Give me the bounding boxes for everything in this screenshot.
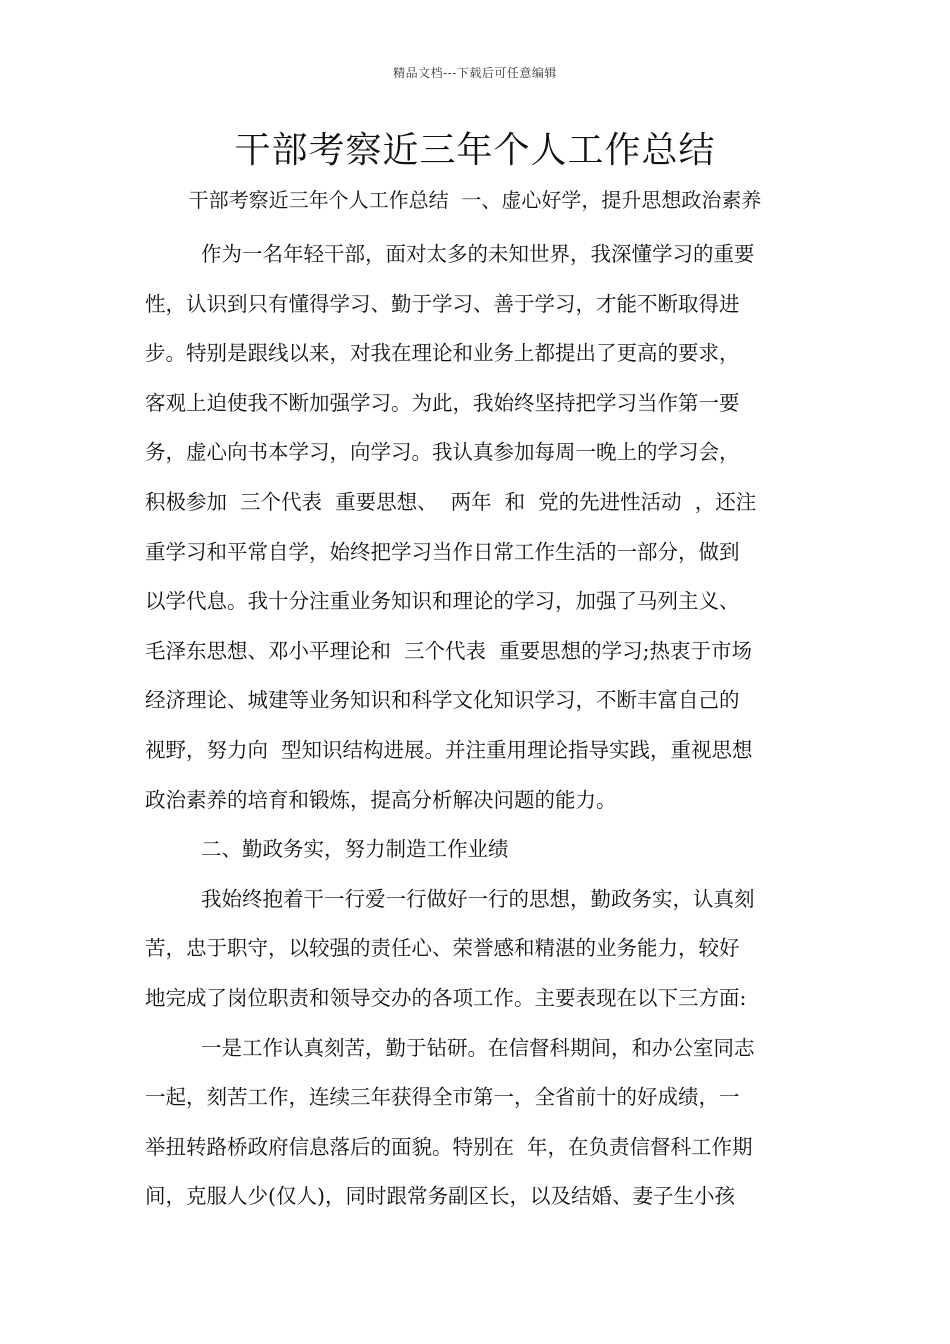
text-line: 苦，忠于职守，以较强的责任心、荣誉感和精湛的业务能力，较好 xyxy=(145,936,740,961)
text-line: 地完成了岗位职责和领导交办的各项工作。主要表现在以下三方面: xyxy=(145,985,747,1010)
text-line: 视野，努力向 型知识结构进展。并注重用理论指导实践，重视思想 xyxy=(145,737,753,762)
text-line: 政治素养的培育和锻炼，提高分析解决问题的能力。 xyxy=(145,787,617,812)
text-line: 二、勤政务实，努力制造工作业绩 xyxy=(201,837,509,862)
text-line: 举扭转路桥政府信息落后的面貌。特别在 年，在负责信督科工作期 xyxy=(145,1134,753,1159)
text-line: 毛泽东思想、邓小平理论和 三个代表 重要思想的学习;热衷于市场 xyxy=(145,638,752,663)
text-line: 步。特别是跟线以来，对我在理论和业务上都提出了更高的要求， xyxy=(145,341,740,366)
text-line: 我始终抱着干一行爱一行做好一行的思想，勤政务实，认真刻 xyxy=(201,886,755,911)
header-note: 精品文档---下载后可任意编辑 xyxy=(393,66,557,80)
text-line: 积极参加 三个代表 重要思想、 两年 和 党的先进性活动 ，还注 xyxy=(145,489,757,514)
text-line: 性，认识到只有懂得学习、勤于学习、善于学习，才能不断取得进 xyxy=(145,291,740,316)
text-line: 务，虚心向书本学习，向学习。我认真参加每周一晚上的学习会， xyxy=(145,440,740,465)
document-title: 干部考察近三年个人工作总结 xyxy=(234,130,716,171)
text-line: 重学习和平常自学，始终把学习当作日常工作生活的一部分，做到 xyxy=(145,539,740,564)
text-line: 经济理论、城建等业务知识和科学文化知识学习，不断丰富自己的 xyxy=(145,688,740,713)
text-line: 一起，刻苦工作，连续三年获得全市第一，全省前十的好成绩，一 xyxy=(145,1085,740,1110)
text-line: 客观上迫使我不断加强学习。为此，我始终坚持把学习当作第一要 xyxy=(145,390,740,415)
text-line: 间，克服人少(仅人)，同时跟常务副区长，以及结婚、妻子生小孩 xyxy=(145,1184,735,1209)
text-line: 以学代息。我十分注重业务知识和理论的学习，加强了马列主义、 xyxy=(145,589,740,614)
document-body xyxy=(145,230,808,1222)
document-subtitle: 干部考察近三年个人工作总结 一、虚心好学，提升思想政治素养 xyxy=(188,188,762,212)
text-line: 一是工作认真刻苦，勤于钻研。在信督科期间，和办公室同志 xyxy=(201,1035,755,1060)
text-line: 作为一名年轻干部，面对太多的未知世界，我深懂学习的重要 xyxy=(201,242,755,266)
